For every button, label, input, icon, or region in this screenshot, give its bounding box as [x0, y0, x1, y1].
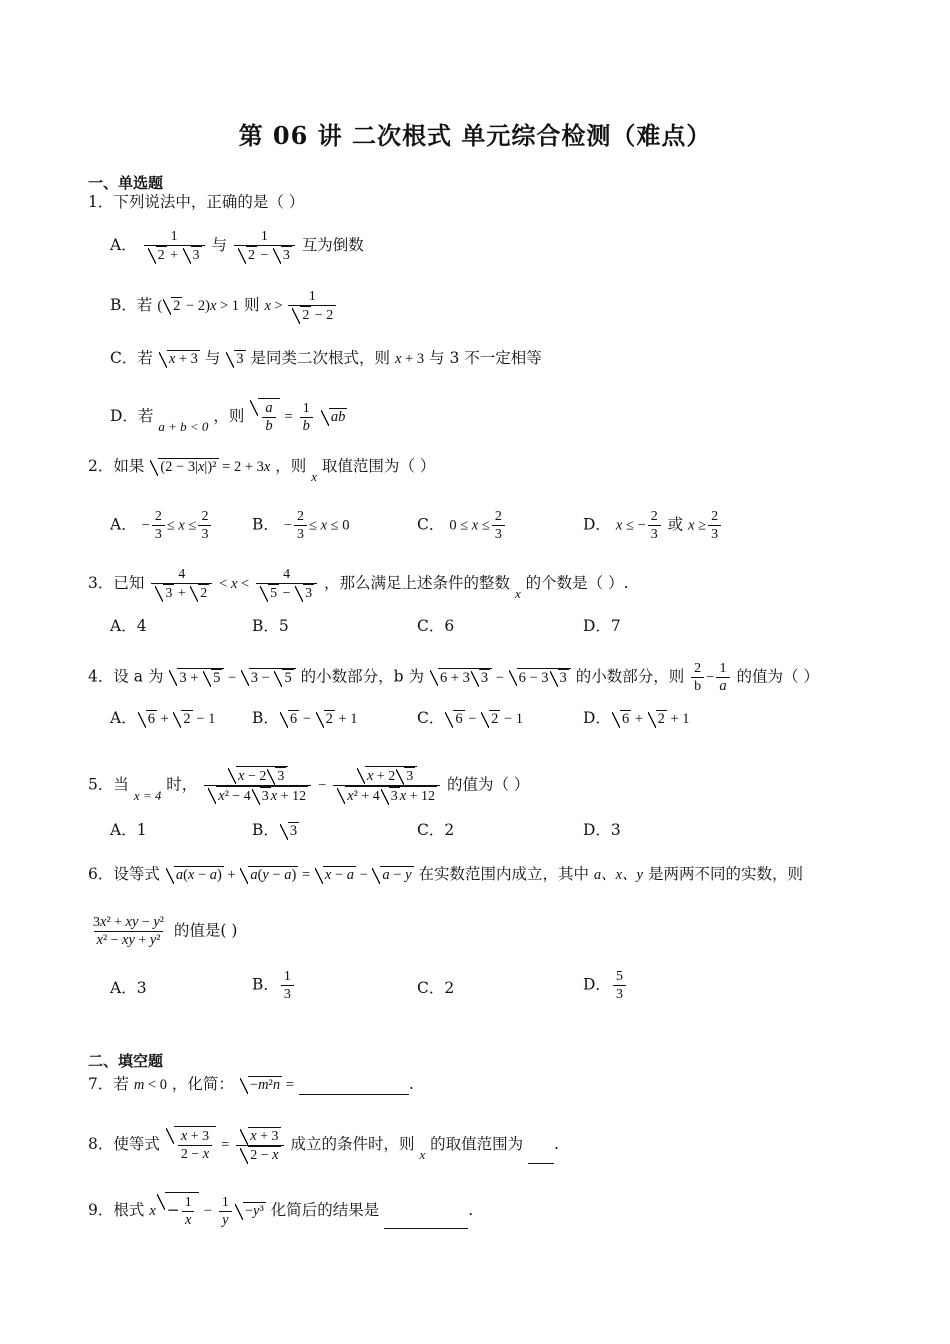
question-6-option-b[interactable]: B． $\frac{1}{3}$ — [252, 968, 296, 1003]
section-heading-fill-in: 二、填空题 — [88, 1052, 164, 1070]
option-text: 与 — [204, 349, 221, 367]
question-5-option-a[interactable]: A．1 — [110, 821, 147, 839]
option-label: B．若 — [110, 296, 153, 314]
question-3-option-b[interactable]: B．5 — [252, 617, 289, 635]
math-expression: $\frac{a}{b}$ — [258, 398, 279, 435]
section-heading-single-choice: 一、单选题 — [88, 174, 164, 192]
question-4-option-a[interactable]: A． 6 + 2 − 1 — [110, 709, 216, 727]
question-2-option-b[interactable]: B． − $\frac{2}{3}$ ≤ x ≤ 0 — [252, 509, 350, 542]
stem-variables: a、x、y — [593, 867, 644, 883]
math-expression: ( 2 − 2)x > 1 — [157, 298, 240, 314]
math-fraction: $\frac{1}{2 - 2}$ — [288, 288, 336, 324]
stem-text: 时， — [166, 775, 198, 794]
option-label: C． — [417, 709, 445, 727]
option-text: 是同类二次根式，则 — [250, 349, 391, 367]
question-1-option-c[interactable] — [110, 348, 542, 369]
question-3-option-a[interactable]: A．4 — [110, 617, 147, 635]
stem-text: 的个数是（ ）. — [525, 574, 629, 592]
option-label: C．若 — [110, 349, 153, 367]
answer-blank[interactable] — [299, 1094, 409, 1095]
stem-text: 的值为（ ） — [736, 667, 819, 686]
question-5-option-b[interactable]: B． 3 — [252, 821, 298, 839]
question-8-stem: 8．使等式 $\frac{x + 3}{2 - x}$ = $\frac{x + 3}{2 - x}$ 成立的条件时，则 $_x$ 的取值范围为 . — [88, 1127, 560, 1163]
stem-text: 的小数部分，则 — [575, 667, 685, 686]
question-6-stem-line1: 6．设等式 a(x − a) + a(y − a) = x − a − a − y 在实数范围内成立，其中 a、x、y 是两两不同的实数，则 — [88, 865, 803, 883]
option-text: 或 — [667, 515, 684, 534]
math-expression: 3 — [236, 351, 244, 367]
question-5-stem: 5．当 $_{x = 4}$ 时， $\frac{x - 2 3}{\text{x² − 4 3 x + 12}}$ − $\frac{x + 2 3}{\text{x² + 4 3 x + 12}}$ 的值为（ ） — [88, 768, 530, 804]
stem-text: 的值是( ) — [173, 921, 238, 940]
stem-text: . — [468, 1201, 474, 1219]
stem-text: 5．当 — [88, 775, 129, 794]
stem-text: 3．已知 — [88, 574, 145, 592]
option-label: B． — [252, 821, 279, 839]
stem-text: 的小数部分，b 为 — [300, 667, 425, 686]
question-6-option-c[interactable]: C．2 — [417, 979, 455, 997]
math-fraction: $\frac{1}{2 - 3}$ — [234, 228, 295, 264]
question-4-option-d[interactable]: D． 6 + 2 + 1 — [583, 709, 690, 727]
stem-text: . — [408, 1075, 414, 1093]
math-expression: x — [264, 298, 271, 314]
page-title: 第 06 讲 二次根式 单元综合检测（难点） — [238, 121, 712, 150]
question-4-option-b[interactable]: B． 6 − 2 + 1 — [252, 709, 358, 727]
option-label: A． — [110, 709, 137, 727]
math-expression: (2 − 3|x|)² = 2 + 3x — [160, 459, 271, 475]
question-1-option-a[interactable] — [110, 228, 364, 264]
stem-text: ，那么满足上述条件的整数 — [324, 574, 511, 592]
question-5-option-d[interactable]: D．3 — [583, 821, 621, 839]
stem-text: 4．设 a 为 — [88, 667, 164, 686]
option-label: D． — [583, 515, 611, 534]
option-text: 则 — [244, 296, 260, 314]
option-text: 互为倒数 — [301, 236, 364, 254]
math-condition: a + b < 0 — [158, 419, 209, 434]
question-1-option-b[interactable]: B．若 ( 2 − 2)x > 1 则 x > $\frac{1}{2 - 2}$ — [110, 288, 338, 324]
question-6-option-d[interactable]: D． $\frac{5}{3}$ — [583, 968, 628, 1003]
question-1-option-d[interactable]: D．若 $_{a + b < 0}$ ，则 $\frac{a}{b}$ = $\frac{1}{b}$ ab — [110, 399, 346, 434]
stem-text: 是两两不同的实数，则 — [647, 865, 803, 883]
math-fraction: $\frac{1}{b}$ — [300, 400, 313, 435]
option-text: 与 — [211, 236, 227, 254]
question-2-option-a[interactable]: A． − $\frac{2}{3}$ ≤ x ≤ $\frac{2}{3}$ — [110, 508, 213, 543]
stem-text: 成立的条件时，则 — [290, 1135, 415, 1153]
question-6-option-a[interactable]: A．3 — [110, 979, 147, 997]
question-4-option-c[interactable]: C． 6 − 2 − 1 — [417, 709, 523, 727]
option-label: B． — [252, 515, 279, 534]
question-3-option-d[interactable]: D．7 — [583, 617, 621, 635]
option-label: D． — [583, 975, 611, 994]
stem-text: 在实数范围内成立，其中 — [418, 865, 589, 883]
question-3-stem: 3．已知 $\frac{4}{3 + 2}$ < x < $\frac{4}{5 - 3}$ ，那么满足上述条件的整数 $_x$ 的个数是（ ）. — [88, 567, 629, 601]
question-6-stem-line2: $\frac{\text{3x² + xy − y²}}{\text{x² − xy + y²}}$ 的值是( ) — [93, 914, 238, 948]
question-4-stem: 4．设 a 为 3 + 5 − 3 − 5 的小数部分，b 为 6 + 3 3 − 6 − 3 3 的小数部分，则 $\frac{2}{b}$ − $\frac{1}{a}$ 的值为（ ） — [88, 661, 819, 694]
option-label: B． — [252, 975, 279, 994]
stem-text: ，则 — [275, 457, 307, 475]
question-2-stem: 2．如果 (2 − 3|x|)² = 2 + 3x ，则 $_x$ 取值范围为（ ） — [88, 457, 436, 484]
stem-text: 2．如果 — [88, 457, 145, 475]
question-2-option-c[interactable]: C． 0 ≤ x ≤ $\frac{2}{3}$ — [417, 508, 507, 543]
answer-blank[interactable] — [528, 1163, 554, 1164]
question-3-option-c[interactable]: C．6 — [417, 617, 455, 635]
math-expression: x + 3 — [168, 351, 198, 367]
stem-text: . — [554, 1135, 560, 1153]
option-label: D． — [583, 709, 611, 727]
question-7-stem: 7．若 m < 0 ，化简： −m²n = . — [88, 1075, 414, 1093]
stem-text: 取值范围为（ ） — [321, 457, 436, 475]
option-label: A． — [110, 515, 137, 534]
option-text: 与 3 不一定相等 — [429, 349, 542, 367]
question-9-stem: 9．根式 x − $\frac{1}{x}$ − $\frac{1}{y}$ −y³ 化简后的结果是 . — [88, 1192, 473, 1229]
stem-text: 7．若 — [88, 1075, 129, 1093]
math-fraction: $\frac{1}{2 + 3}$ — [144, 228, 205, 264]
option-label: A． — [110, 236, 137, 254]
stem-text: 6．设等式 — [88, 865, 160, 883]
option-label: D．若 — [110, 407, 154, 425]
question-2-option-d[interactable]: D． x ≤ − $\frac{2}{3}$ 或 x ≥ $\frac{2}{3}$ — [583, 508, 723, 543]
stem-text: 的值为（ ） — [447, 775, 530, 794]
math-expression: x + 3 — [394, 351, 425, 367]
stem-text: 化简后的结果是 — [270, 1201, 380, 1219]
question-1-stem: 1．下列说法中，正确的是（ ） — [88, 193, 305, 211]
option-text: ，则 — [213, 407, 245, 425]
answer-blank[interactable] — [384, 1228, 468, 1229]
option-label: C． — [417, 515, 445, 534]
stem-text: 9．根式 — [88, 1201, 145, 1219]
stem-text: 8．使等式 — [88, 1135, 160, 1153]
question-5-option-c[interactable]: C．2 — [417, 821, 455, 839]
stem-text: ，化简： — [171, 1075, 234, 1093]
option-label: B． — [252, 709, 279, 727]
stem-text: 的取值范围为 — [430, 1135, 524, 1153]
